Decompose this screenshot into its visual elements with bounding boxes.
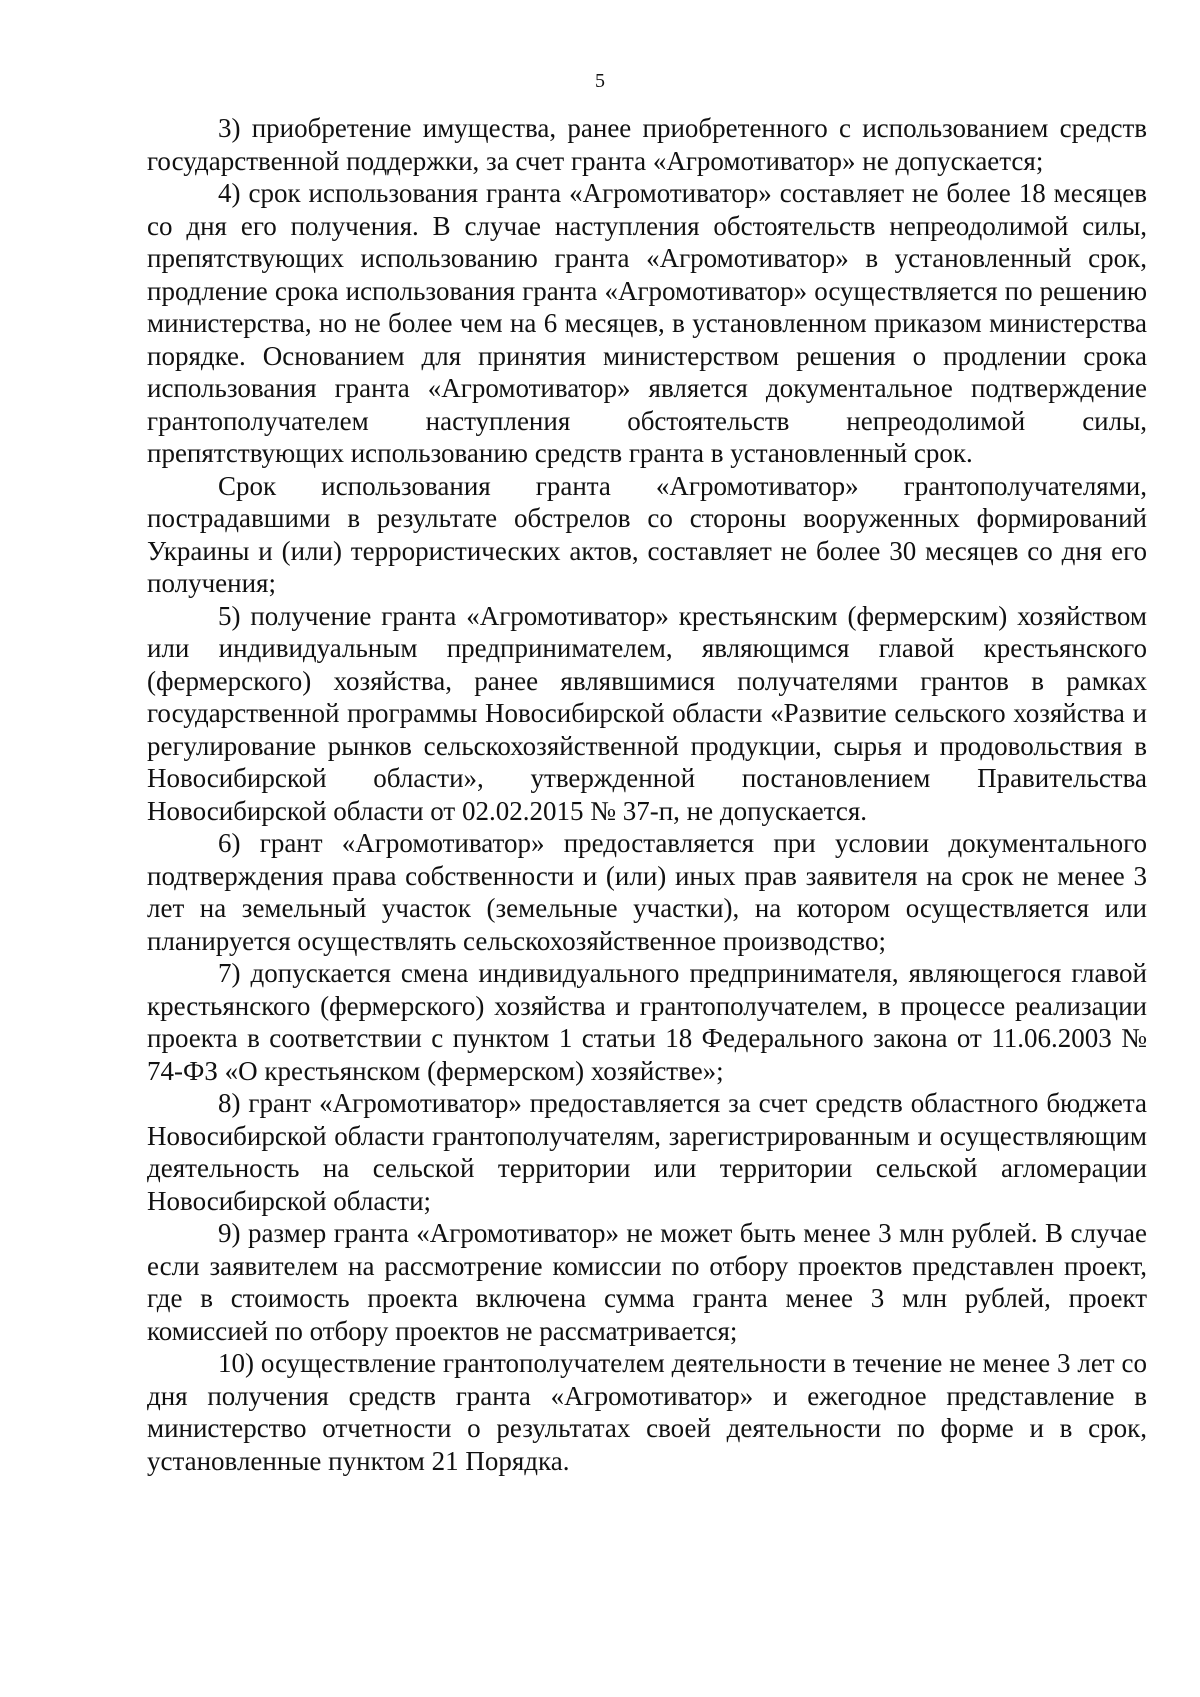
page-number: 5 (595, 70, 605, 92)
paragraph-item-9: 9) размер гранта «Агромотиватор» не может быть менее 3 млн рублей. В случае если заявителем на рассмотрение комиссии по отбору проектов представлен проект, где в стоимость проекта включена сумма гранта менее 3 млн рублей, проект комиссией по отбору проектов не рассматривается; (147, 1218, 1147, 1346)
paragraph-item-4: 4) срок использования гранта «Агромотиватор» составляет не более 18 месяцев со дня его получения. В случае наступления обстоятельств непреодолимой силы, препятствующих использованию гранта «Агромотиватор» в установленный срок, продление срока использования гранта «Агромотиватор» осуществляется по решению министерства, но не более чем на 6 месяцев, в установленном приказом министерства порядке. Основанием для принятия министерством решения о продлении срока использования гранта «Агромотиватор» является документальное подтверждение грантополучателем наступления обстоятельств непреодолимой силы, препятствующих использованию средств гранта в установленный срок. (147, 178, 1147, 468)
paragraph-item-6: 6) грант «Агромотиватор» предоставляется при условии документального подтверждения права собственности и (или) иных прав заявителя на срок не менее 3 лет на земельный участок (земельные участки), на котором осуществляется или планируется осуществлять сельскохозяйственное производство; (147, 828, 1147, 956)
paragraph-item-7: 7) допускается смена индивидуального предпринимателя, являющегося главой крестьянского (фермерского) хозяйства и грантополучателем, в процессе реализации проекта в соответствии с пунктом 1 статьи 18 Федерального закона от 11.06.2003 № 74-ФЗ «О крестьянском (фермерском) хозяйстве»; (147, 958, 1147, 1086)
paragraph-item-3: 3) приобретение имущества, ранее приобретенного с использованием средств государственной поддержки, за счет гранта «Агромотиватор» не допускается; (147, 113, 1147, 176)
document-body (147, 112, 1147, 1477)
paragraph-item-8: 8) грант «Агромотиватор» предоставляется за счет средств областного бюджета Новосибирской области грантополучателям, зарегистрированным и осуществляющим деятельность на сельской территории или территории сельской агломерации Новосибирской области; (147, 1088, 1147, 1216)
paragraph-item-4-extension: Срок использования гранта «Агромотиватор» грантополучателями, пострадавшими в результате обстрелов со стороны вооруженных формирований Украины и (или) террористических актов, составляет не более 30 месяцев со дня его получения; (147, 470, 1147, 598)
paragraph-item-5: 5) получение гранта «Агромотиватор» крестьянским (фермерским) хозяйством или индивидуальным предпринимателем, являющимся главой крестьянского (фермерского) хозяйства, ранее являвшимися получателями грантов в рамках государственной программы Новосибирской области «Развитие сельского хозяйства и регулирование рынков сельскохозяйственной продукции, сырья и продовольствия в Новосибирской области», утвержденной постановлением Правительства Новосибирской области от 02.02.2015 № 37-п, не допускается. (147, 600, 1147, 826)
paragraph-item-10: 10) осуществление грантополучателем деятельности в течение не менее 3 лет со дня получения средств гранта «Агромотиватор» и ежегодное представление в министерство отчетности о результатах своей деятельности по форме и в срок, установленные пунктом 21 Порядка. (147, 1348, 1147, 1476)
